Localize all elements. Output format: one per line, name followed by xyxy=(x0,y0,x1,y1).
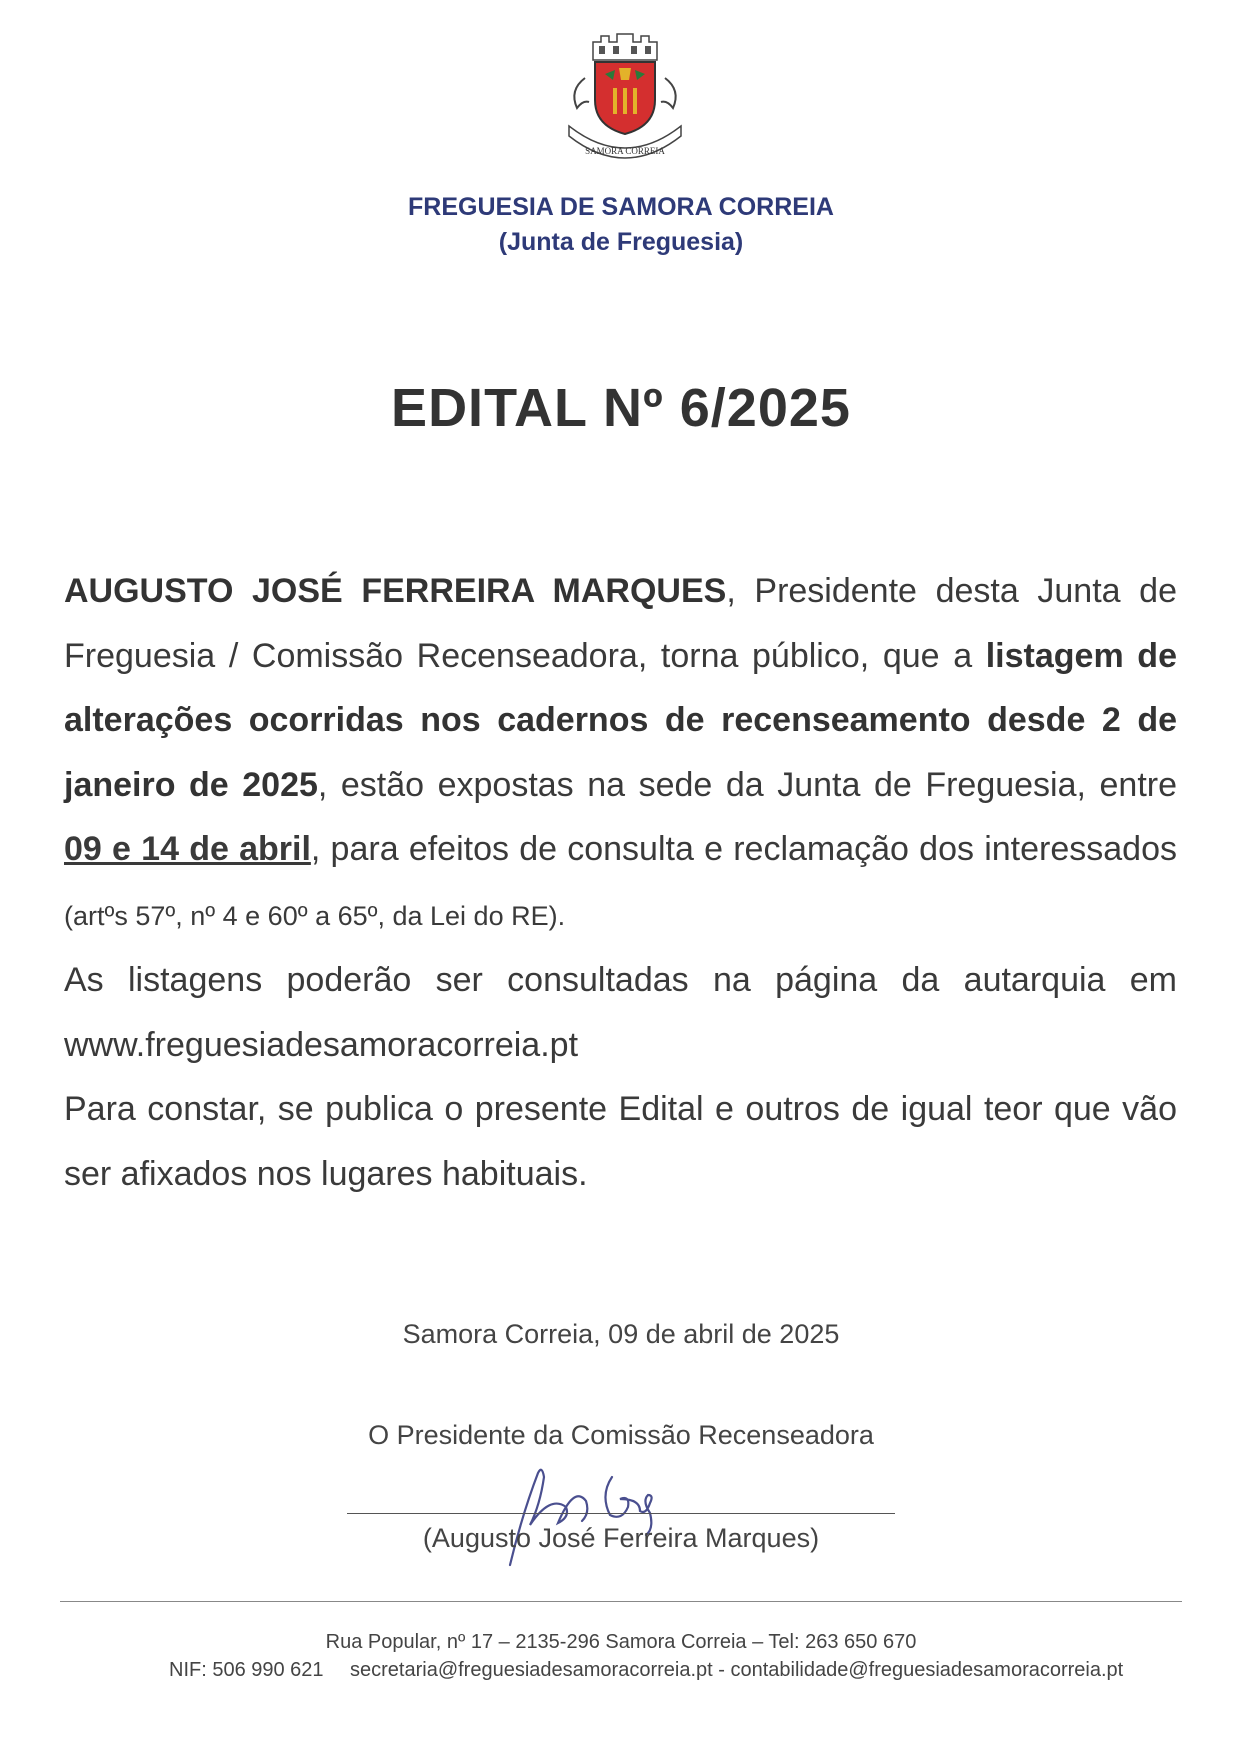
legal-reference: (artºs 57º, nº 4 e 60º a 65º, da Lei do RE). xyxy=(64,900,566,931)
signature-line xyxy=(347,1513,895,1514)
signer-name: (Augusto José Ferreira Marques) xyxy=(422,1523,820,1553)
announcement-text-a: , Presidente desta Junta de Freguesia / Comissão Recenseadora, torna público, que a xyxy=(64,572,1177,675)
announcement-bold-text: listagem de alterações ocorridas nos cadernos de recenseamento desde 2 de janeiro de 2025 xyxy=(64,636,1177,804)
document-body xyxy=(64,559,1177,1206)
organization-subtitle: (Junta de Freguesia) xyxy=(498,228,744,256)
footer-nif: NIF: 506 990 621 xyxy=(169,1659,324,1681)
footer-address: Rua Popular, nº 17 – 2135-296 Samora Correia – Tel: 263 650 670 xyxy=(325,1631,917,1653)
footer-divider xyxy=(60,1601,1182,1602)
coat-of-arms-logo xyxy=(555,30,695,162)
signer-role: O Presidente da Comissão Recenseadora xyxy=(368,1420,874,1450)
announcement-text-b: , estão expostas na sede da Junta de Freguesia, entre xyxy=(317,765,1177,804)
place-date-line: Samora Correia, 09 de abril de 2025 xyxy=(402,1319,840,1349)
paragraph-announcement xyxy=(64,559,1177,948)
paragraph-website: As listagens poderão ser consultadas na página da autarquia em www.freguesiadesamoracorreia.pt xyxy=(64,961,1177,1064)
crest-ribbon-text: SAMORA CORREIA xyxy=(585,146,665,156)
footer-emails: secretaria@freguesiadesamoracorreia.pt - contabilidade@freguesiadesamoracorreia.pt xyxy=(350,1659,1124,1681)
announcement-text-c: , para efeitos de consulta e reclamação dos interessados xyxy=(310,830,1177,868)
document-title: EDITAL Nº 6/2025 xyxy=(391,378,851,438)
exposure-dates: 09 e 14 de abril xyxy=(64,830,311,868)
organization-name: FREGUESIA DE SAMORA CORREIA xyxy=(408,193,834,221)
paragraph-closing: Para constar, se publica o presente Edital e outros de igual teor que vão ser afixados nos lugares habituais. xyxy=(64,1090,1177,1193)
president-name: AUGUSTO JOSÉ FERREIRA MARQUES xyxy=(64,572,727,610)
